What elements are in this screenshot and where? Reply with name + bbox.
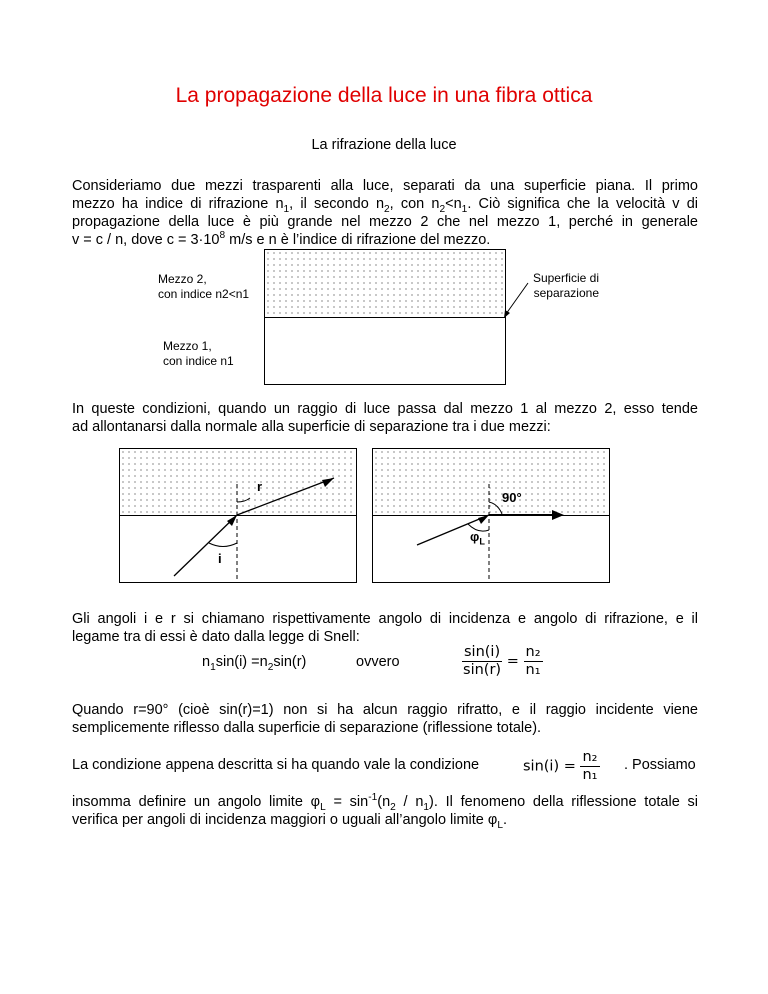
text-line: ad allontanarsi dalla normale alla superficie di separazione tra i due mezzi: (72, 419, 551, 435)
text-line: Gli angoli i e r si chiamano rispettivamente angolo di incidenza e angolo di rifrazione, e il (72, 611, 698, 627)
surface-pointer-arrow (495, 280, 535, 322)
text-line: semplicemente riflesso dalla superficie di separazione (riflessione totale). (72, 720, 542, 736)
paragraph-snell (72, 610, 698, 646)
text-line: verifica per angoli di incidenza maggiori o uguali all’angolo limite $\varphi_L$. (72, 812, 507, 831)
medium-1-region (264, 317, 506, 385)
limit-condition-formula: sin(i) = $\frac{\text{n₂}}{\text{n₁}}$ (523, 749, 598, 783)
text-line: insomma definire un angolo limite $\varphi_L = \sin^{-1}(n_2 / n_1)$. Il fenomeno della riflessione totale si (72, 792, 699, 813)
text-line: mezzo ha indice di rifrazione $n_1$, il secondo $n_2$, con $n_2<n_1$. Ciò significa che la velocità v di (72, 196, 698, 215)
paragraph-limit-angle (72, 793, 698, 829)
paragraph-refraction (72, 400, 698, 436)
snell-ratio-formula: $\frac{\sin(i)}{\sin(r)}$ = $\frac{\text{n₂}}{\text{n₁}}$ (463, 644, 541, 678)
page-title: La propagazione della luce in una fibra ottica (175, 84, 593, 107)
condition-line-lead: La condizione appena descritta si ha quando vale la condizione (72, 757, 480, 773)
diagram-left-rays (119, 448, 357, 583)
angle-90-label: 90° (502, 490, 522, 505)
surface-label: Superficie di separazione (532, 271, 599, 300)
paragraph-mediums (72, 177, 698, 249)
section-subtitle: La rifrazione della luce (311, 137, 457, 153)
medium-1-label: Mezzo 1, con indice n1 (163, 339, 234, 368)
angle-limit-label: $\varphi_L$ (470, 529, 485, 547)
angle-r-label: r (257, 479, 263, 494)
medium-2-label: Mezzo 2, con indice n2<n1 (158, 272, 250, 301)
text-line: Consideriamo due mezzi trasparenti alla luce, separati da una superficie piana. Il primo (72, 178, 698, 194)
text-line: v = c / n, dove $c = 3\cdot 10^8$ m/s e n è l’indice di rifrazione del mezzo. (72, 230, 491, 248)
text-line: In queste condizioni, quando un raggio di luce passa dal mezzo 1 al mezzo 2, esso tende (72, 401, 698, 417)
text-line: Quando r=90° (cioè sin(r)=1) non si ha alcun raggio rifratto, e il raggio incidente viene (72, 702, 698, 718)
snell-law-formula: $n_1\sin(i) =n_2\sin(r)$ (202, 654, 307, 673)
text-line: propagazione della luce è più grande nel mezzo 2 che nel mezzo 1, perché in generale (72, 214, 698, 230)
condition-line-tail: . Possiamo (624, 757, 696, 773)
ovvero-label: ovvero (356, 654, 400, 670)
paragraph-total-reflection (72, 701, 698, 737)
text-line: legame tra di essi è dato dalla legge di Snell: (72, 629, 360, 645)
diagram-right-rays (372, 448, 610, 583)
medium-2-region (264, 249, 506, 318)
angle-i-label: i (218, 551, 222, 566)
